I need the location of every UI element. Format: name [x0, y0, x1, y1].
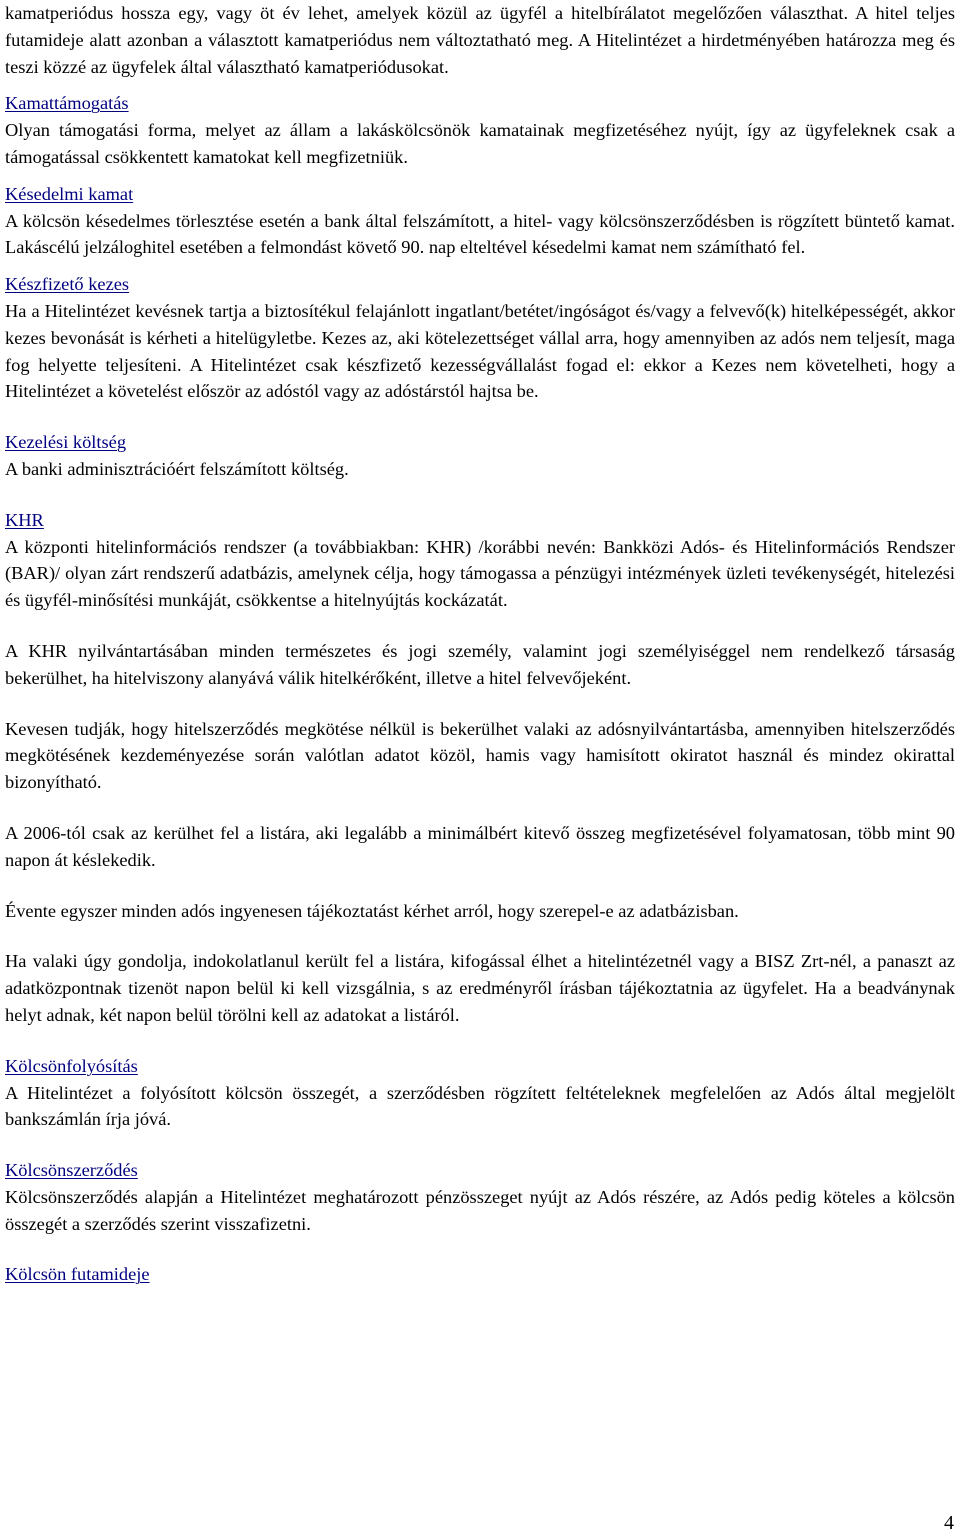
- section-paragraph: Évente egyszer minden adós ingyenesen tájékoztatást kérhet arról, hogy szerepel-e az adatbázisban.: [5, 900, 739, 921]
- section-paragraph: A Hitelintézet a folyósított kölcsön összegét, a szerződésben rögzített feltételeknek megfelelően az Adós által megjelölt bankszámlán írja jóvá.: [5, 1082, 955, 1130]
- intro-paragraph: kamatperiódus hossza egy, vagy öt év lehet, amelyek közül az ügyfél a hitelbírálatot megelőzően választhat. A hitel teljes futamideje alatt azonban a választott kamatperiódus nem változtatható meg. A Hitelintézet a hirdetményében határozza meg és teszi közzé az ügyfelek által választható kamatperiódusokat.: [5, 3, 955, 77]
- section-paragraph: Olyan támogatási forma, melyet az állam a lakáskölcsönök kamatainak megfizetéséhez nyújt, így az ügyfeleknek csak a támogatással csökkentett kamatokat kell megfizetniük.: [5, 120, 955, 167]
- section-paragraph: A banki adminisztrációért felszámított költség.: [5, 458, 349, 479]
- section-kolcsonfolyositas: [5, 1053, 955, 1133]
- section-heading: Kamattámogatás: [5, 93, 129, 114]
- section-heading: Kölcsönszerződés: [5, 1160, 138, 1181]
- section-heading: Készfizető kezes: [5, 274, 130, 295]
- section-kamattamogatas: [5, 90, 955, 170]
- page-number: 4: [944, 1512, 954, 1534]
- section-keszfizeto-kezes: [5, 271, 955, 405]
- section-paragraph: A 2006-tól csak az kerülhet fel a listára, aki legalább a minimálbért kitevő összeg megfizetésével folyamatosan, több mint 90 napon át késlekedik.: [5, 822, 955, 870]
- section-heading: KHR: [5, 509, 44, 530]
- section-heading: Kölcsönfolyósítás: [5, 1055, 138, 1076]
- section-kezelesi-koltseg: [5, 429, 955, 483]
- section-paragraph: A kölcsön késedelmes törlesztése esetén a bank által felszámított, a hitel- vagy kölcsönszerződésben is rögzített büntető kamat. Lakáscélú jelzáloghitel esetében a felmondást követő 90. nap elteltével késedelmi kamat nem számítható fel.: [5, 210, 955, 258]
- section-kesedelmi-kamat: [5, 181, 955, 261]
- section-paragraph: Ha a Hitelintézet kevésnek tartja a biztosítékul felajánlott ingatlant/betétet/ingóságot és/vagy a felvevő(k) hitelképességét, akkor kezes bevonását is kérheti a hitelügyletbe. Kezes az, aki kötelezettséget vállal arra, hogy amennyiben az adós nem teljesít, maga fog helyette teljesíteni. A Hitelintézet csak készfizető kezességvállalást fogad el: ekkor a Kezes nem követelheti, hogy a Hitelintézet a követelést először az adóstól vagy az adóstárstól hajtsa be.: [5, 300, 955, 402]
- section-paragraph: Ha valaki úgy gondolja, indokolatlanul került fel a listára, kifogással élhet a hitelintézetnél vagy a BISZ Zrt-nél, a panaszt az adatközpontnak tizenöt napon belül ki kell vizsgálnia, s az eredményről írásban tájékoztatnia az ügyfelet. Ha a beadványnak helyt adnak, két napon belül törölni kell az adatokat a listáról.: [5, 951, 955, 1025]
- section-paragraph: Kevesen tudják, hogy hitelszerződés megkötése nélkül is bekerülhet valaki az adósnyilvántartásba, amennyiben hitelszerződés megkötésének kezdeményezése során valótlan adatot közöl, hamis vagy hamisított okiratot használ és mindez okirattal bizonyítható.: [5, 718, 955, 793]
- section-heading: Késedelmi kamat: [5, 183, 134, 204]
- section-paragraph: A KHR nyilvántartásában minden természetes és jogi személy, valamint jogi személyiséggel nem rendelkező társaság bekerülhet, ha hitelviszony alanyává válik hitelkérőként, illetve a hitel felvevőjeként.: [5, 640, 955, 688]
- section-kolcsonszerzodes: [5, 1157, 955, 1237]
- section-khr: [5, 507, 955, 1029]
- section-paragraph: Kölcsönszerződés alapján a Hitelintézet meghatározott pénzösszeget nyújt az Adós részére, az Adós pedig köteles a kölcsön összegét a szerződés szerint visszafizetni.: [5, 1186, 955, 1234]
- document-page: [5, 0, 955, 1288]
- section-heading: Kölcsön futamideje: [5, 1264, 150, 1285]
- section-kolcson-futamideje: [5, 1261, 955, 1288]
- section-heading: Kezelési költség: [5, 432, 127, 453]
- section-paragraph: A központi hitelinformációs rendszer (a továbbiakban: KHR) /korábbi nevén: Bankközi Adós- és Hitelinformációs Rendszer (BAR)/ olyan zárt rendszerű adatbázis, amelynek célja, hogy támogassa a pénzügyi intézmények üzleti tevékenységét, hitelezési és ügyfél-minősítési munkáját, csökkentse a hitelnyújtás kockázatát.: [5, 536, 955, 611]
